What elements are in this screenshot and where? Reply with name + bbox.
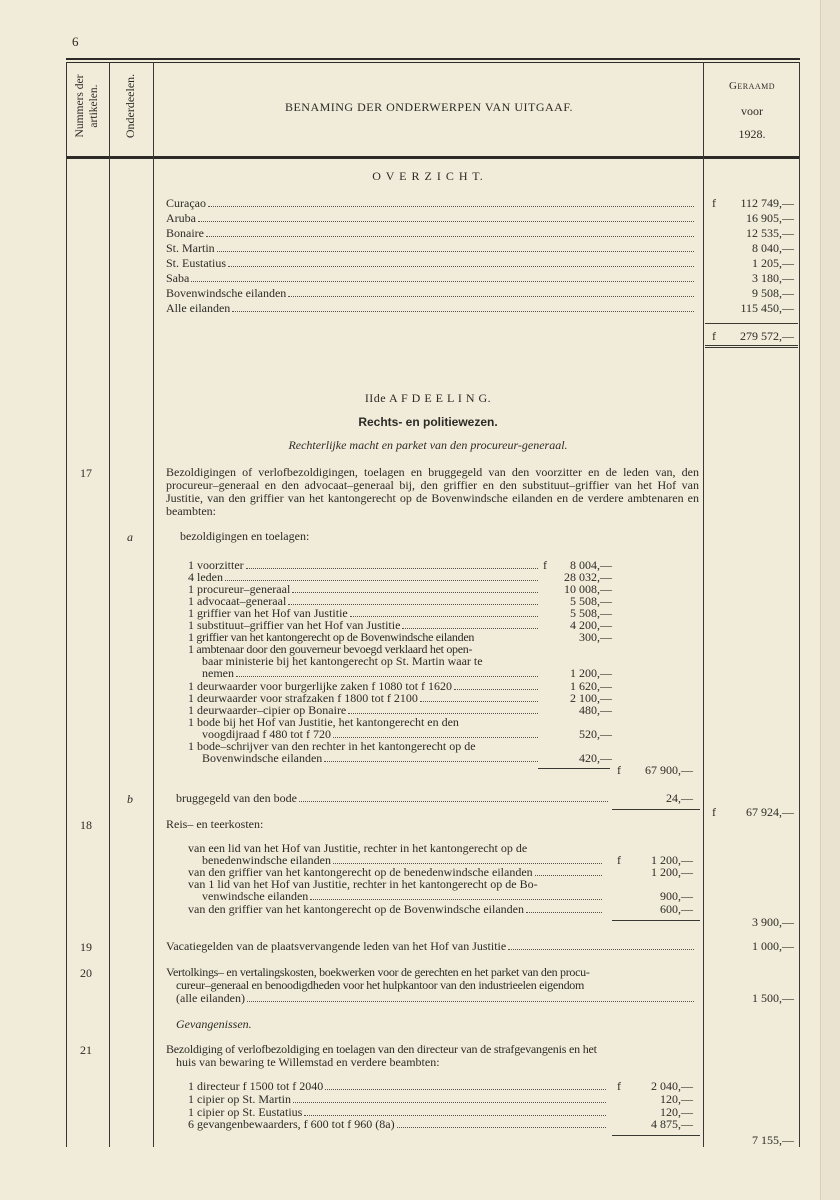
overzicht-double-rule: [705, 345, 798, 348]
header-rule: [66, 156, 800, 159]
column-divider-1: [109, 62, 110, 1147]
overzicht-row: Bonaire: [166, 227, 696, 240]
article-total: 7 155,—: [752, 1133, 794, 1147]
article-text: Reis– en teerkosten:: [166, 817, 264, 831]
salary-item: 1 advocaat–generaal: [188, 595, 540, 608]
travel-amount: 600,—: [660, 902, 693, 916]
subtotal-rule: [538, 768, 610, 769]
salary-item: 1 bode bij het Hof van Justitie, het kantongerecht en den: [188, 715, 459, 729]
prison-amount: 120,—: [660, 1092, 693, 1106]
salary-amount: 520,—: [579, 727, 612, 741]
section-heading: Rechterlijke macht en parket van den procureur-generaal.: [288, 438, 568, 452]
subtotal-currency: f: [617, 763, 621, 777]
header-col-geraamd: Geraamd: [728, 80, 776, 92]
afdeeling-title: IIde A F D E E L I N G.: [364, 391, 492, 405]
travel-item: van den griffier van het kantongerecht op de benedenwindsche eilanden: [188, 866, 604, 879]
overzicht-amount: 112 749,—: [740, 196, 794, 210]
article-number: 17: [80, 466, 92, 480]
salary-amount: 420,—: [579, 751, 612, 765]
salary-item-continued: nemen: [202, 667, 540, 680]
overzicht-total-currency: f: [712, 329, 716, 343]
article-total: 3 900,—: [752, 915, 794, 929]
overzicht-amount: 8 040,—: [752, 241, 794, 255]
prison-amount: 2 040,—: [651, 1079, 693, 1093]
salary-amount: 4 200,—: [570, 618, 612, 632]
prison-currency: f: [617, 1079, 621, 1093]
prison-item: 1 cipier op St. Eustatius: [188, 1106, 608, 1119]
header-col-onderdeelen: Onderdeelen.: [123, 73, 137, 139]
overzicht-currency: f: [712, 196, 716, 210]
column-divider-2: [153, 62, 154, 1147]
overzicht-amount: 1 205,—: [752, 256, 794, 270]
header-col-nummers: Nummers der artikelen.: [74, 74, 100, 138]
salary-item: 4 leden: [188, 571, 540, 584]
header-col-year: 1928.: [738, 127, 766, 141]
travel-item-continued: venwindsche eilanden: [202, 890, 604, 903]
overzicht-row: Saba: [166, 272, 696, 285]
article-number: 18: [80, 818, 92, 832]
column-divider-left: [66, 62, 67, 1147]
travel-amount: 1 200,—: [651, 853, 693, 867]
salary-item-continued: Bovenwindsche eilanden: [202, 752, 540, 765]
prison-item: 1 directeur f 1500 tot f 2040: [188, 1080, 608, 1093]
section-heading: Gevangenissen.: [176, 1017, 252, 1031]
article-number: 20: [80, 966, 92, 980]
overzicht-row: Aruba: [166, 212, 696, 225]
header-col-voor: voor: [741, 104, 763, 118]
salary-amount: 480,—: [579, 703, 612, 717]
article-text: (alle eilanden): [176, 992, 696, 1005]
top-rule: [66, 58, 800, 60]
salary-item-continued: voogdijraad f 480 tot f 720: [202, 728, 540, 741]
overzicht-amount: 3 180,—: [752, 271, 794, 285]
article-total-rule: [612, 809, 700, 810]
article-total-rule: [612, 1135, 700, 1136]
travel-item: van den griffier van het kantongerecht op de Bovenwindsche eilanden: [188, 903, 604, 916]
salary-amount: 5 508,—: [570, 606, 612, 620]
article-text: Bezoldiging of verlofbezoldiging en toelagen van den directeur van de strafgevangenis en het: [166, 1042, 597, 1056]
subtotal-amount: 24,—: [666, 791, 693, 805]
header-col-benaming: BENAMING DER ONDERWERPEN VAN UITGAAF.: [284, 100, 574, 114]
article-text: Vertolkings– en vertalingskosten, boekwerken voor de gerechten en het parket van den procu-: [166, 965, 590, 979]
article-text: cureur–generaal en benoodigdheden voor het hulpkantoor van den industrieelen eigendom: [176, 978, 585, 992]
article-total-currency: f: [712, 805, 716, 819]
prison-amount: 4 875,—: [651, 1117, 693, 1131]
article-number: 21: [80, 1043, 92, 1057]
travel-amount: 900,—: [660, 889, 693, 903]
article-total: 1 500,—: [752, 991, 794, 1005]
overzicht-amount: 16 905,—: [746, 211, 794, 225]
subtotal-amount: 67 900,—: [645, 763, 693, 777]
salary-amount: 2 100,—: [570, 691, 612, 705]
overzicht-row: Bovenwindsche eilanden: [166, 287, 696, 300]
salary-amount: 300,—: [579, 630, 612, 644]
column-divider-3: [703, 62, 704, 1147]
prison-item: 6 gevangenbewaarders, f 600 tot f 960 (8a): [188, 1118, 608, 1131]
subdivision-text: bezoldigingen en toelagen:: [180, 529, 310, 543]
travel-currency: f: [617, 853, 621, 867]
salary-amount: 1 620,—: [570, 679, 612, 693]
salary-amount: 28 032,—: [564, 570, 612, 584]
prison-amount: 120,—: [660, 1105, 693, 1119]
salary-item: 1 griffier van het Hof van Justitie: [188, 607, 540, 620]
salary-item: 1 substituut–griffier van het Hof van Justitie: [188, 619, 540, 632]
travel-item-continued: benedenwindsche eilanden: [202, 854, 604, 867]
overzicht-row: St. Martin: [166, 242, 696, 255]
article-number: 19: [80, 940, 92, 954]
salary-item: 1 procureur–generaal: [188, 583, 540, 596]
salary-amount: 8 004,—: [570, 558, 612, 572]
article-text: Bezoldigingen of verlofbezoldigingen, toelagen en bruggegeld van den voorzitter en de leden van, den procureur–generaal en den advocaat–generaal bij, den griffier en den substituut–griffier van het Hof van Justitie, van den griffier van het kantongerecht op de Bovenwindsche eilanden en de verdere ambtenaren en beambten:: [166, 465, 699, 518]
overzicht-total-rule: [705, 323, 798, 324]
overzicht-amount: 12 535,—: [746, 226, 794, 240]
salary-amount: 5 508,—: [570, 594, 612, 608]
overzicht-total: 279 572,—: [740, 329, 794, 343]
overzicht-row: Curaçao: [166, 197, 696, 210]
top-rule-thin: [66, 62, 800, 63]
article-total-rule: [612, 920, 700, 921]
salary-item: 1 deurwaarder voor burgerlijke zaken f 1080 tot f 1620: [188, 680, 540, 693]
article-text: huis van bewaring te Willemstad en verdere beambten:: [176, 1055, 440, 1069]
salary-item: 1 deurwaarder–cipier op Bonaire: [188, 704, 540, 717]
salary-currency: f: [543, 558, 547, 572]
salary-item: 1 deurwaarder voor strafzaken f 1800 tot f 2100: [188, 692, 540, 705]
overzicht-title: O V E R Z I C H T.: [372, 169, 484, 183]
overzicht-row: Alle eilanden: [166, 302, 696, 315]
salary-item: 1 griffier van het kantongerecht op de Bovenwindsche eilanden: [188, 630, 475, 644]
article-total: 67 924,—: [746, 805, 794, 819]
page-number: 6: [72, 34, 79, 49]
salary-item: 1 bode–schrijver van den rechter in het kantongerecht op de: [188, 739, 476, 753]
salary-amount: 1 200,—: [570, 666, 612, 680]
column-divider-right: [799, 62, 800, 1147]
travel-amount: 1 200,—: [651, 865, 693, 879]
overzicht-amount: 115 450,—: [740, 301, 794, 315]
overzicht-row: St. Eustatius: [166, 257, 696, 270]
subdivision-letter: b: [127, 792, 133, 806]
salary-item: 1 voorzitter: [188, 559, 540, 572]
prison-item: 1 cipier op St. Martin: [188, 1093, 608, 1106]
salary-item: 1 ambtenaar door den gouverneur bevoegd verklaard het open-: [188, 642, 473, 656]
overzicht-amount: 9 508,—: [752, 286, 794, 300]
travel-item: van 1 lid van het Hof van Justitie, rechter in het kantongerecht op de Bo-: [188, 877, 538, 891]
salary-item-continued: baar ministerie bij het kantongerecht op St. Martin waar te: [202, 654, 483, 668]
subdivision-text: bruggegeld van den bode: [176, 792, 610, 805]
article-text: Vacatiegelden van de plaatsvervangende leden van het Hof van Justitie: [166, 940, 696, 953]
salary-amount: 10 008,—: [564, 582, 612, 596]
afdeeling-subtitle: Rechts- en politiewezen.: [358, 415, 498, 429]
subdivision-letter: a: [127, 530, 133, 544]
article-total: 1 000,—: [752, 939, 794, 953]
travel-item: van een lid van het Hof van Justitie, rechter in het kantongerecht op de: [188, 841, 528, 855]
